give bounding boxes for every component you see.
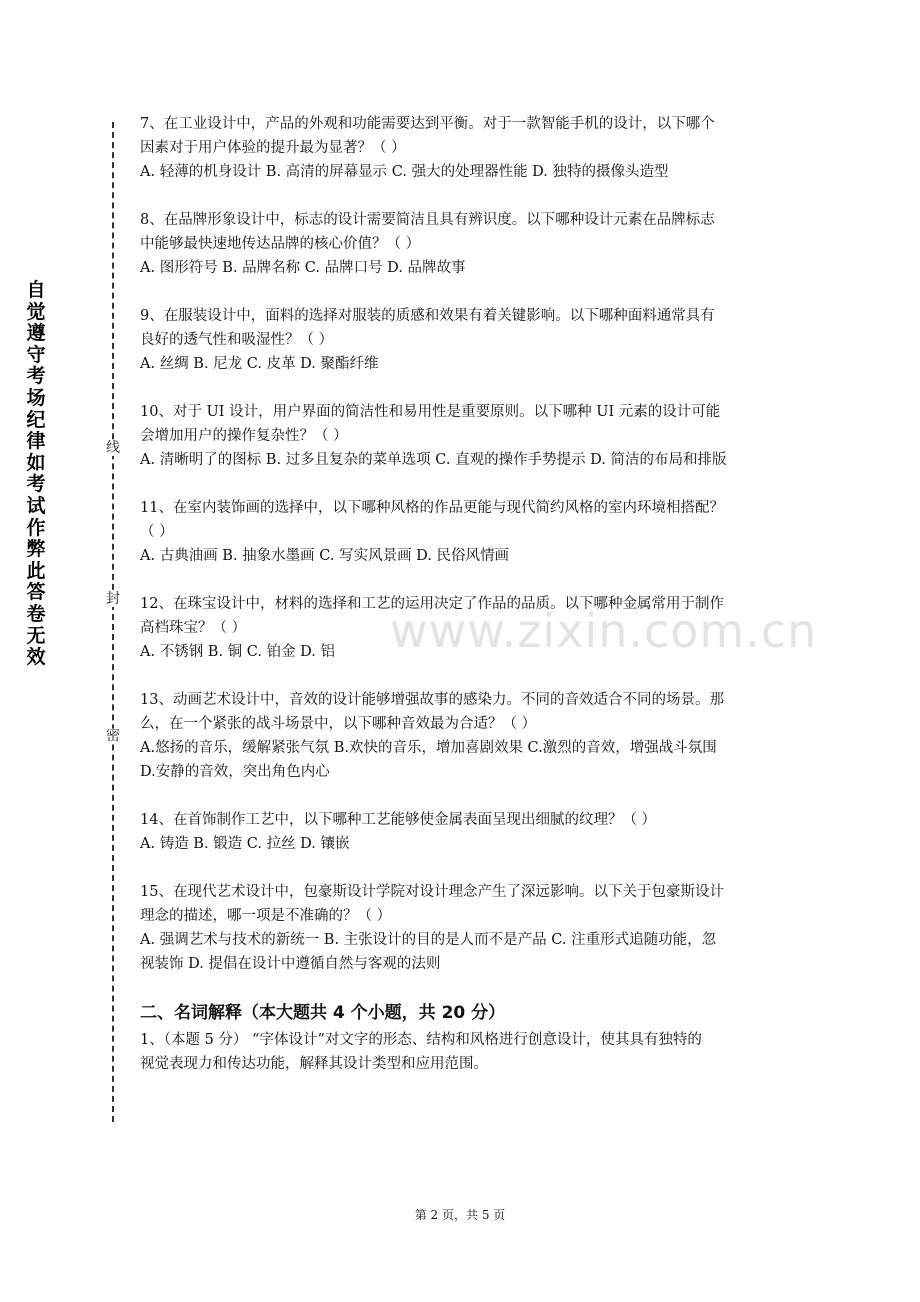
question-content xyxy=(140,112,792,1076)
question-stem-line: 15、在现代艺术设计中，包豪斯设计学院对设计理念产生了深远影响。以下关于包豪斯设计 xyxy=(140,884,724,900)
seal-mark-line: 线 xyxy=(106,440,120,456)
question-stem-line: 12、在珠宝设计中，材料的选择和工艺的运用决定了作品的品质。以下哪种金属常用于制作 xyxy=(140,596,724,612)
question-stem-line: 中能够最快速地传达品牌的核心价值？（ ） xyxy=(140,236,421,252)
question-stem-line: 14、在首饰制作工艺中，以下哪种工艺能够使金属表面呈现出细腻的纹理？（ ） xyxy=(140,812,657,828)
question-options-line: A. 清晰明了的图标 B. 过多且复杂的菜单选项 C. 直观的操作手势提示 D. 简洁的布局和排版 xyxy=(140,452,727,468)
term-question-line: 视觉表现力和传达功能，解释其设计类型和应用范围。 xyxy=(140,1056,488,1072)
question xyxy=(140,112,792,184)
question xyxy=(140,400,792,472)
question-options-line: A. 丝绸 B. 尼龙 C. 皮革 D. 聚酯纤维 xyxy=(140,356,379,372)
question-stem-line: （ ） xyxy=(140,524,174,540)
question-options-line: 视装饰 D. 提倡在设计中遵循自然与客观的法则 xyxy=(140,956,441,972)
question-stem-line: 8、在品牌形象设计中，标志的设计需要简洁且具有辨识度。以下哪种设计元素在品牌标志 xyxy=(140,212,715,228)
term-question-line: 1、（本题 5 分） “字体设计”对文字的形态、结构和风格进行创意设计，使其具有独特的 xyxy=(140,1032,702,1048)
question-stem-line: 9、在服装设计中，面料的选择对服装的质感和效果有着关键影响。以下哪种面料通常具有 xyxy=(140,308,715,324)
exam-discipline-notice: 自觉遵守考场纪律如考试作弊此答卷无效 xyxy=(26,279,46,669)
question-stem-line: 13、动画艺术设计中，音效的设计能够增强故事的感染力。不同的音效适合不同的场景。那 xyxy=(140,692,724,708)
question xyxy=(140,592,792,664)
question-stem-line: 理念的描述，哪一项是不准确的？（ ） xyxy=(140,908,392,924)
question xyxy=(140,304,792,376)
question-options-line: A. 强调艺术与技术的新统一 B. 主张设计的目的是人而不是产品 C. 注重形式追随功能，忽 xyxy=(140,932,717,948)
question-options-line: A. 不锈钢 B. 铜 C. 铂金 D. 铝 xyxy=(140,644,336,660)
question-stem-line: 10、对于 UI 设计，用户界面的简洁性和易用性是重要原则。以下哪种 UI 元素的设计可能 xyxy=(140,404,721,420)
question xyxy=(140,880,792,976)
question xyxy=(140,688,792,784)
watermark: www.zixin.com.cn xyxy=(390,604,818,658)
question xyxy=(140,496,792,568)
section-heading: 二、名词解释（本大题共 4 个小题，共 20 分） xyxy=(140,1003,506,1023)
question-options-line: A.悠扬的音乐，缓解紧张气氛 B.欢快的音乐，增加喜剧效果 C.激烈的音效，增强战斗氛围 xyxy=(140,740,717,756)
term-question xyxy=(140,1028,792,1076)
question-stem-line: 良好的透气性和吸湿性？（ ） xyxy=(140,332,334,348)
term-explanations xyxy=(140,1028,792,1076)
page-footer: 第 2 页，共 5 页 xyxy=(414,1208,506,1222)
question xyxy=(140,208,792,280)
question-options-line: A. 轻薄的机身设计 B. 高清的屏幕显示 C. 强大的处理器性能 D. 独特的摄像头造型 xyxy=(140,164,669,180)
question-stem-line: 么，在一个紧张的战斗场景中，以下哪种音效最为合适？（ ） xyxy=(140,716,537,732)
question-options-line: D.安静的音效，突出角色内心 xyxy=(140,764,330,780)
seal-dashed-line xyxy=(112,122,114,1122)
question-stem-line: 11、在室内装饰画的选择中，以下哪种风格的作品更能与现代简约风格的室内环境相搭配？ xyxy=(140,500,724,516)
seal-mark-seal: 封 xyxy=(106,591,120,607)
question-options-line: A. 图形符号 B. 品牌名称 C. 品牌口号 D. 品牌故事 xyxy=(140,260,466,276)
question-stem-line: 高档珠宝？（ ） xyxy=(140,620,247,636)
choice-questions xyxy=(140,112,792,976)
question-stem-line: 会增加用户的操作复杂性？（ ） xyxy=(140,428,348,444)
question xyxy=(140,808,792,856)
seal-mark-secret: 密 xyxy=(106,728,120,744)
question-options-line: A. 古典油画 B. 抽象水墨画 C. 写实风景画 D. 民俗风情画 xyxy=(140,548,510,564)
question-options-line: A. 铸造 B. 锻造 C. 拉丝 D. 镶嵌 xyxy=(140,836,350,852)
question-stem-line: 因素对于用户体验的提升最为显著？（ ） xyxy=(140,140,406,156)
question-stem-line: 7、在工业设计中，产品的外观和功能需要达到平衡。对于一款智能手机的设计，以下哪个 xyxy=(140,116,715,132)
